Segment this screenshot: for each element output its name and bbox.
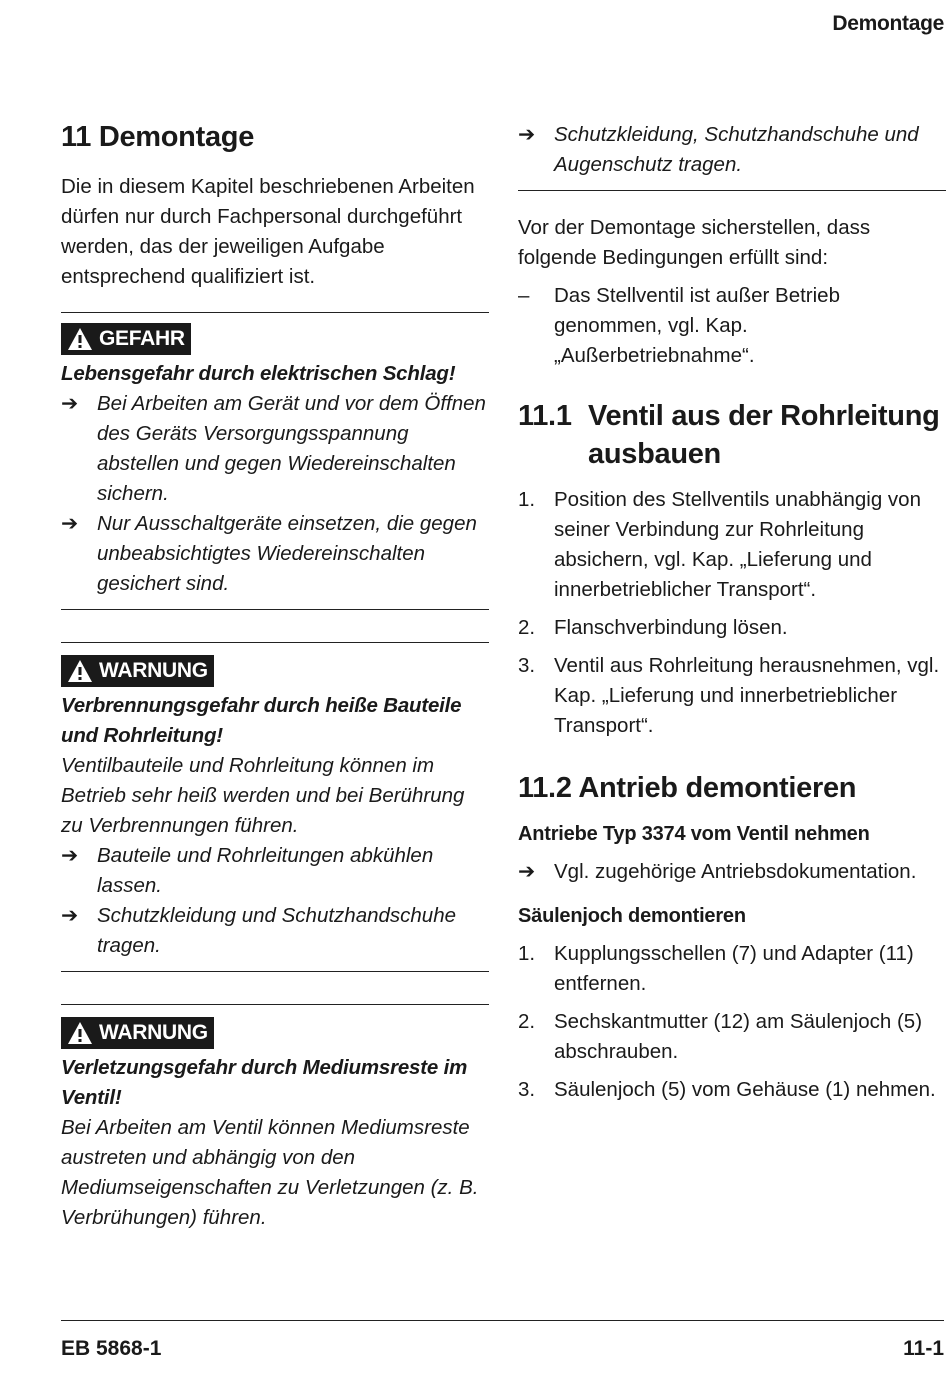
warning-text: Ventilbauteile und Rohrleitung können im Betrieb sehr heiß werden und bei Berührung zu Verbrennungen führen. [61,754,465,837]
right-column [518,120,946,1113]
warning-badge [61,1017,214,1049]
list-item: ➔ Vgl. zugehörige Antriebsdokumentation. [518,857,946,887]
danger-badge [61,323,191,355]
warning-triangle-icon [67,659,93,683]
section-title: 11.1 Ventil aus der Rohrleitung ausbauen [518,400,940,470]
list-item: ➔ Nur Ausschaltgeräte einsetzen, die gegen unbeabsichtigtes Wiedereinschalten gesichert sind. [61,509,489,599]
divider [61,609,489,610]
list-item: 3. Säulenjoch (5) vom Gehäuse (1) nehmen. [518,1078,936,1101]
warning-badge-label: WARNUNG [99,659,208,682]
list-item: 1. Position des Stellventils unabhängig von seiner Verbindung zur Rohrleitung absichern, vgl. Kap. „Lieferung und innerbetrieblicher Transport“. [518,488,921,601]
arrow-right-icon: ➔ [61,392,79,415]
danger-box [61,313,489,609]
divider [61,971,489,972]
page-number: 11-1 [903,1337,944,1360]
arrow-right-icon: ➔ [61,512,79,535]
running-header: Demontage [832,12,944,35]
list-item: ➔ Bauteile und Rohrleitungen abkühlen lassen. [61,841,489,901]
warning-triangle-icon [67,1021,93,1045]
dash-bullet: – [518,284,530,307]
arrow-right-icon: ➔ [61,844,79,867]
document-number: EB 5868-1 [61,1337,162,1360]
warning-title: Verbrennungsgefahr durch heiße Bauteile und Rohrleitung! [61,694,462,747]
warning-text: Bei Arbeiten am Ventil können Mediumsreste austreten und abhängig von den Mediumseigenschaften zu Verletzungen (z. B. Verbrühungen) führen. [61,1116,479,1229]
warning-triangle-icon [67,327,93,351]
warning-badge [61,655,214,687]
warning-title: Verletzungsgefahr durch Mediumsreste im Ventil! [61,1056,468,1109]
list-item: ➔ Schutzkleidung und Schutzhandschuhe tragen. [61,901,489,961]
list-item: 2. Flanschverbindung lösen. [518,616,788,639]
list-item: 1. Kupplungsschellen (7) und Adapter (11) entfernen. [518,942,914,995]
list-item: – Das Stellventil ist außer Betrieb genommen, vgl. Kap. „Außerbetriebnahme“. [518,281,946,371]
list-item: ➔ Bei Arbeiten am Gerät und vor dem Öffnen des Geräts Versorgungsspannung abstellen und gegen Wiedereinschalten sichern. [61,389,489,509]
footer-divider [61,1320,944,1321]
divider [518,190,946,191]
warning-box-medium [61,1005,489,1243]
subsection-title: Säulenjoch demontieren [518,905,746,927]
warning-box-burn [61,643,489,971]
section-title: 11.2 Antrieb demontieren [518,772,857,804]
danger-title: Lebensgefahr durch elektrischen Schlag! [61,362,456,385]
arrow-right-icon: ➔ [518,123,536,146]
list-item: ➔ Schutzkleidung, Schutzhandschuhe und Augenschutz tragen. [518,120,946,180]
chapter-title: 11 Demontage [61,121,255,153]
arrow-right-icon: ➔ [61,904,79,927]
left-column [61,120,489,1243]
subsection-title: Antriebe Typ 3374 vom Ventil nehmen [518,823,870,845]
intro-paragraph: Die in diesem Kapitel beschriebenen Arbeiten dürfen nur durch Fachpersonal durchgeführt werden, das der jeweiligen Aufgabe entsprechend qualifiziert ist. [61,175,475,288]
danger-badge-label: GEFAHR [99,327,185,350]
list-item: 3. Ventil aus Rohrleitung herausnehmen, vgl. Kap. „Lieferung und innerbetrieblicher Transport“. [518,654,940,737]
precondition-text: Vor der Demontage sicherstellen, dass folgende Bedingungen erfüllt sind: [518,216,871,269]
warning-badge-label: WARNUNG [99,1021,208,1044]
arrow-right-icon: ➔ [518,860,536,883]
list-item: 2. Sechskantmutter (12) am Säulenjoch (5) abschrauben. [518,1010,923,1063]
